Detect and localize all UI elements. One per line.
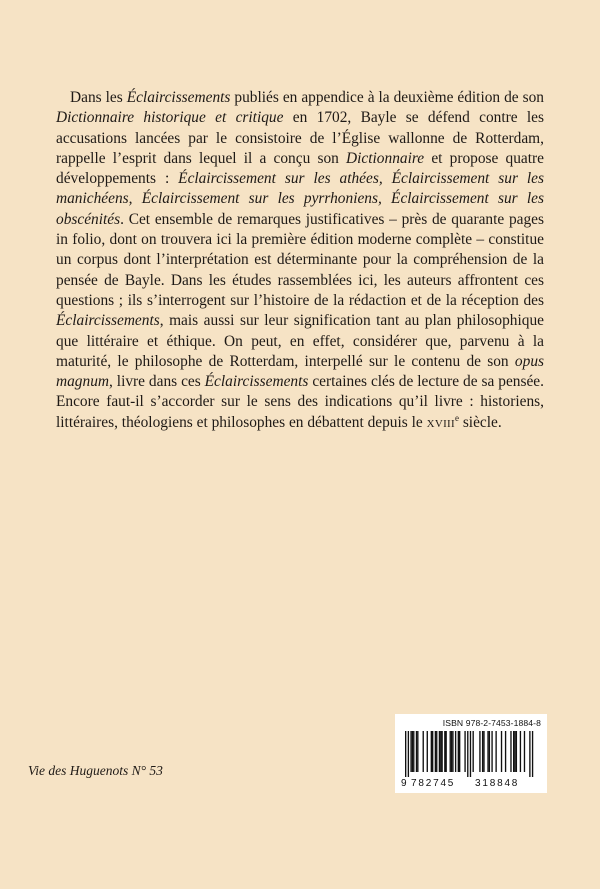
barcode-bar: [436, 731, 437, 772]
blurb-italic-title: Éclaircissements: [126, 89, 231, 106]
barcode-bar: [417, 731, 418, 772]
barcode-bar: [451, 731, 452, 772]
blurb-text: , livre dans ces: [109, 373, 205, 391]
barcode-bar: [410, 731, 411, 772]
barcode-bar: [440, 731, 441, 772]
barcode-guard-bar: [470, 731, 471, 777]
blurb-text: certaines clés de lecture de sa pensée. Encore faut-il s’accorder sur le sens des indications qu’il livre : historiens, littéraires, théologiens et philosophes en débattent depuis le: [56, 373, 544, 431]
barcode-bar: [464, 731, 465, 772]
barcode-bar: [514, 731, 515, 772]
barcode-bar: [501, 731, 502, 772]
barcode-guard-bar: [532, 731, 533, 777]
barcode-bar: [479, 731, 480, 772]
blurb-italic-title: opus magnum: [56, 352, 544, 391]
barcode-bar: [435, 731, 436, 772]
barcode-digit-first: 9: [401, 778, 407, 789]
barcode-bar: [482, 731, 483, 772]
blurb-text: . Cet ensemble de remarques justificatives – près de quarante pages in folio, dont on trouvera ici la première édition moderne complète – constitue un corpus dont l’interprétation est déterminante pour la compréhension de la pensée de Bayle. Dans les études rassemblées ici, les auteurs affrontent ces questions ; ils s’interrogent sur l’histoire de la rédaction et de la réception des: [56, 210, 544, 309]
barcode-bar: [413, 731, 414, 772]
century-superscript: e: [454, 412, 459, 423]
blurb-text: et propose quatre développements :: [56, 149, 544, 188]
barcode-bar: [459, 731, 460, 772]
blurb-italic-title: Éclaircissements: [56, 312, 160, 330]
barcode-digits-left: 782745: [411, 778, 456, 789]
blurb-italic-title: Dictionnaire historique et critique: [56, 109, 284, 127]
barcode-bar: [473, 731, 474, 772]
barcode-graphic: [401, 731, 541, 777]
barcode-bar: [524, 731, 525, 772]
barcode-bar: [487, 731, 488, 772]
barcode-bar: [450, 731, 451, 772]
barcode-bar: [416, 731, 417, 772]
barcode-bar: [412, 731, 413, 772]
barcode-guard-bar: [408, 731, 409, 777]
series-label: Vie des Huguenots N° 53: [28, 763, 163, 778]
barcode-bar: [427, 731, 428, 772]
barcode-bar: [458, 731, 459, 772]
barcode-bar: [452, 731, 453, 772]
barcode-guard-bar: [405, 731, 406, 777]
barcode-bar: [441, 731, 442, 772]
blurb-italic-title: Éclaircissement sur les athées, Éclaircissement sur les manichéens, Éclaircissement sur les pyrrhoniens, Éclaircissement sur les obscénités: [56, 170, 544, 228]
barcode-bar: [455, 731, 456, 772]
barcode-bar: [431, 731, 432, 772]
barcode-bar: [423, 731, 424, 772]
century-numeral: XVIII: [426, 417, 455, 430]
blurb-italic-title: Dictionnaire: [346, 149, 425, 167]
blurb-text: Dans les: [70, 89, 127, 106]
isbn-label: ISBN 978-2-7453-1884-8: [442, 718, 541, 728]
barcode-bar: [495, 731, 496, 772]
blurb-text: publiés en appendice à la deuxième édition de son: [230, 89, 544, 106]
barcode-bar: [513, 731, 514, 772]
barcode-bar: [489, 731, 490, 772]
barcode-bar: [432, 731, 433, 772]
barcode-guard-bar: [529, 731, 530, 777]
barcode-guard-bar: [467, 731, 468, 777]
barcode-bar: [446, 731, 447, 772]
barcode-bar: [439, 731, 440, 772]
blurb-text: , mais aussi sur leur signification tant au plan philosophique que littéraire et éthique. On peut, en effet, considérer que, parvenu à la maturité, le philosophe de Rotterdam, interpellé sur le contenu de son: [56, 312, 544, 370]
barcode-bar: [444, 731, 445, 772]
barcode-bar: [505, 731, 506, 772]
barcode-digits: [401, 778, 541, 789]
barcode-bar: [516, 731, 517, 772]
barcode-bar: [510, 731, 511, 772]
back-cover-blurb: [56, 88, 544, 434]
blurb-text: siècle.: [458, 413, 502, 431]
barcode-digits-right: 318848: [475, 778, 520, 789]
barcode-bar: [491, 731, 492, 772]
blurb-paragraph: [56, 88, 544, 434]
isbn-barcode-block: [395, 714, 547, 793]
blurb-text: en 1702, Bayle se défend contre les accusations lancées par le consistoire de l’Église wallonne de Rotterdam, rappelle l’esprit dans lequel il a conçu son: [56, 109, 544, 167]
blurb-italic-title: Éclaircissements: [204, 373, 309, 391]
barcode-bar: [520, 731, 521, 772]
barcode-bar: [483, 731, 484, 772]
